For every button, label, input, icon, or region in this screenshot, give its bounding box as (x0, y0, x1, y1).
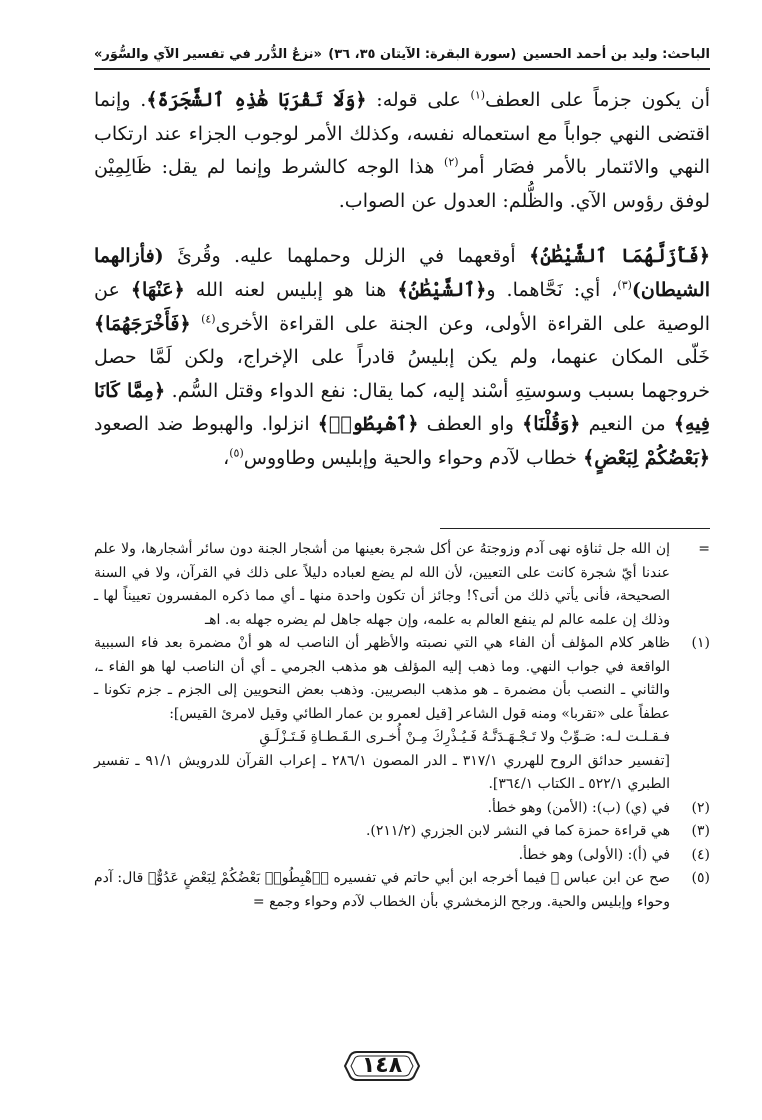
quran-quote: ﴿فَأَزَلَّهُمَا ٱلشَّيْطَٰنُ﴾ (529, 245, 711, 268)
running-header (94, 38, 710, 62)
footnote-ref: (٤) (201, 312, 216, 326)
footnote-text: إن الله جل ثناؤه نهى آدم وزوجتهُ عن أكل شجرة بعينها من أشجار الجنة دون سائر أشجارها، ولا علم عندنا أيّ شجرة كانت على التعيين، لأن الله لم يضع لعباده دليلاً على ذلك في القرآن، ولا في السنة الصحيحة، فأنى يأتي ذلك من أتى؟! وجائز أن تكون واحدة منها ـ أي مما ذكره المفسرون تعييناً لها ـ وذلك إن علمه عالم لم ينفع العالم به علمه، وإن جهله جاهل لم يضره جهله به. اهـ (94, 541, 670, 628)
footnote-number: = (698, 541, 710, 557)
footnote-number: (١) (691, 635, 710, 651)
header-rule (94, 68, 710, 70)
footnote (94, 844, 710, 868)
footnote-number: (٣) (691, 823, 710, 839)
footnote-number: (٥) (691, 870, 710, 886)
quran-quote: ﴿وَقُلْنَا﴾ (522, 413, 581, 436)
footnote-text: صح عن ابن عباس ﷺ فيما أخرجه ابن أبي حاتم في تفسيره ﴿ٱهْبِطُوا۟ بَعْضُكُمْ لِبَعْضٍ عَدُوٌّ﴾ قال: آدم وحواء وإبليس والحية. ورجح الزمخشري بأن الخطاب لآدم وحواء وجمع = (94, 870, 670, 910)
quran-quote: ﴿مِمَّا كَانَا فِيهِ﴾ (94, 379, 710, 436)
quran-quote: ﴿عَنْهَا﴾ (130, 278, 185, 301)
quran-quote: ﴿ٱلشَّيْطَٰنُ﴾ (397, 278, 487, 301)
text-run: أن يكون جزماً على العطف (485, 89, 710, 111)
text-run: ، أي: نَحَّاهما. و (486, 278, 618, 301)
text-run (191, 313, 201, 335)
footnote-ref: (٢) (444, 155, 459, 169)
footnote (94, 538, 710, 632)
quran-quote: ﴿بَعْضُكُمْ لِبَعْضٍ﴾ (583, 446, 710, 469)
text-run: خَلّى المكان عنهما، ولم يكن إبليسُ قادراً على الإخراج، ولكن لَمَّا حصل خروجهما بسبب وسوستِهِ أسْند إليه، كما يقال: نفع الدواء وقتل السُّم. (94, 346, 710, 402)
footnote-text: هي قراءة حمزة كما في النشر لابن الجزري (٢١١/٢). (365, 823, 670, 839)
footnote (94, 797, 710, 821)
footnote-text: [تفسير حدائق الروح للهرري ٣١٧/١ ـ الدر المصون ٢٨٦/١ ـ إعراب القرآن للدرويش ٩١/١ ـ تفسير الطبري ٥٢٢/١ ـ الكتاب ٣٦٤/١]. (94, 752, 671, 792)
text-run: خطاب لآدم وحواء والحية وإبليس وطاووس (243, 446, 584, 469)
header-book-title: «نزعُ الدُّرر في تفسير الآي والسُّوَر» (94, 47, 322, 62)
text-run: من النعيم (580, 413, 674, 436)
header-section: (سورة البقرة: الآيتان ٣٥، ٣٦) (328, 47, 517, 62)
header-author: الباحث: وليد بن أحمد الحسين (522, 47, 710, 62)
footnote (94, 820, 710, 844)
text-run: هنا هو إبليس لعنه الله (184, 278, 398, 301)
text-run: . وإنما اقتضى النهي جواباً مع استعماله نفسه، وكذلك الأمر لوجوب الجزاء عند ارتكاب النهي والائتمار بالأمر فصَار أمر (94, 89, 710, 179)
quran-quote: ﴿وَلَا تَقْرَبَا هَٰذِهِ ٱلشَّجَرَةَ﴾ (146, 89, 367, 111)
reading-variant: (فأزالهما الشيطان) (94, 245, 710, 301)
paragraph-2 (94, 240, 710, 475)
quran-quote: ﴿فَأَخْرَجَهُمَا﴾ (94, 312, 191, 335)
text-run: على قوله: (366, 89, 471, 111)
footnote-text: ظاهر كلام المؤلف أن الفاء هي التي نصبته والأظهر أن الناصب له هو أنْ مضمرة بعد فاء السببية الواقعة في جواب النهي. وما ذهب إليه المؤلف هو مذهب الجرمي ـ أي أن الناصب لها هو الفاء ـ، والثاني ـ النصب بأن مضمرة ـ هو مذهب البصريين. وذهب بعض النحويين إلى الجزم ـ جزم تكونا ـ عطفاً على «تقربا» ومنه قول الشاعر [قيل لعمرو بن عمار الطائي وقيل لامرئ القيس]: (94, 635, 670, 722)
footnote (94, 750, 710, 797)
footnotes (94, 538, 710, 914)
footnote-ref: (١) (470, 88, 486, 102)
footnote (94, 632, 710, 726)
text-run: عن الوصية على القراءة الأولى، وعن الجنة على القراءة الأخرى (94, 278, 710, 335)
footnote-ref: (٥) (229, 446, 244, 460)
footnote-separator (440, 528, 710, 529)
text-run: انزلوا. والهبوط ضد الصعود (94, 413, 318, 436)
footnote (94, 867, 710, 914)
text-run: واو العطف (418, 413, 523, 436)
footnote-text: في (أ): (الأولى) وهو خطأ. (518, 846, 670, 863)
footnote-text: في (ي) (ب): (الأمن) وهو خطأ. (487, 799, 670, 816)
text-run: ، (223, 446, 230, 469)
text-run: هذا الوجه كالشرط وإنما لم يقل: ظَالِمِيْن لوفق رؤوس الآي. والظُّلم: العدول عن الصواب. (94, 156, 710, 212)
footnote (94, 726, 710, 750)
footnote-number: (٤) (691, 846, 710, 863)
main-text (94, 84, 710, 476)
footnote-text: فـقـلـت لـه: صَـوِّبْ ولا تَـجْـهَـدَنَّـهُ فَـيُـذْرِكَ مِـنْ أُخـرى الـقَـطـاةِ فَـتَـزْلَـقِ (259, 729, 670, 745)
page-number: ١٤٨ (361, 1053, 403, 1078)
text-run: أوقعهما في الزلل وحملهما عليه. وقُرئَ (163, 245, 530, 268)
page-number-ornament (343, 1048, 421, 1084)
footnote-ref: (٣) (617, 278, 632, 292)
paragraph-1 (94, 84, 710, 218)
footnote-number: (٢) (691, 799, 710, 816)
quran-quote: ﴿ٱهْبِطُوا۟﴾ (317, 413, 419, 436)
